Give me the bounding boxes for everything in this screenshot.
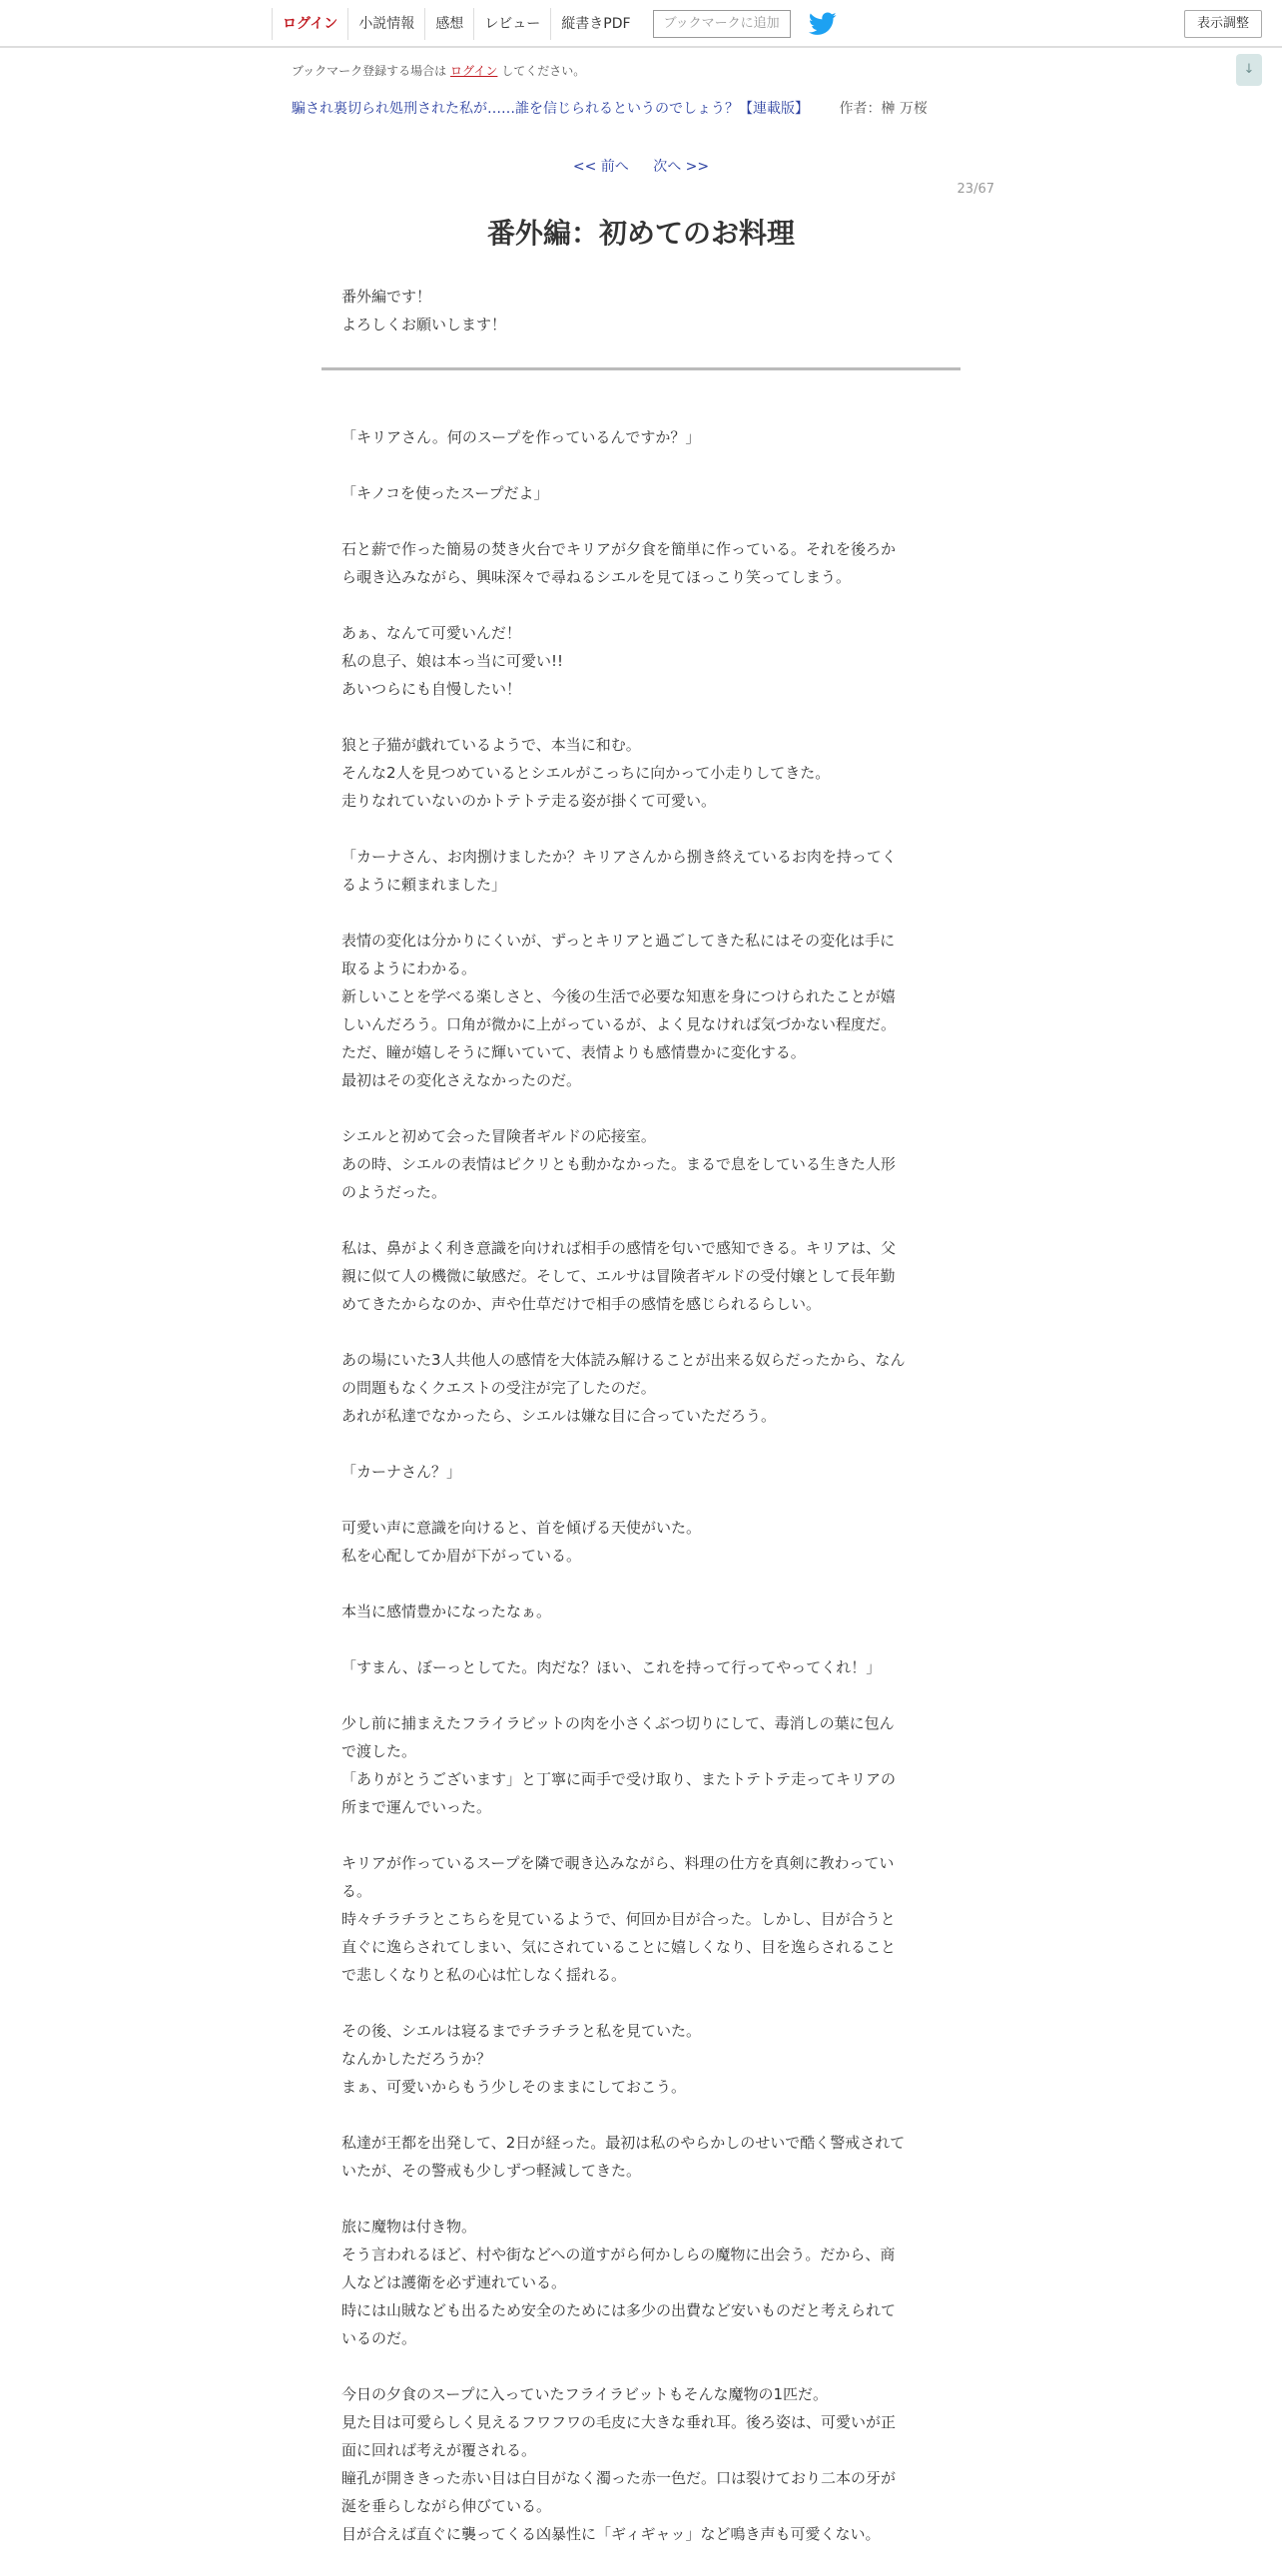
chapter-pager [0,156,1282,176]
paragraph-line: のようだった。 [341,1183,447,1201]
novel-body [341,423,941,2576]
main-nav [272,8,837,40]
paragraph-line: 「ありがとうございます」と丁寧に両手で受け取り、またトテトテ走ってキリアの [341,1770,897,1788]
paragraph-line: その後、シエルは寝るまでチラチラと私を見ていた。 [341,2022,702,2040]
paragraph-line: 「カーナさん、お肉捌けましたか？キリアさんから捌き終えているお肉を持ってく [341,848,897,866]
paragraph-line: 新しいことを学べる楽しさと、今後の生活で必要な知恵を身につけられたことが嬉 [341,987,896,1005]
paragraph-line: 本当に感情豊かになったなぁ。 [341,1603,552,1620]
paragraph-line: 可愛い声に意識を向けると、首を傾げる天使がいた。 [341,1519,702,1537]
paragraph-line: 「すまん、ぼーっとしてた。肉だな？ほい、これを持って行ってやってくれ！」 [341,1658,882,1676]
paragraph [341,2129,941,2185]
paragraph-line: 旅に魔物は付き物。 [341,2218,477,2236]
paragraph-line: 時々チラチラとこちらを見ているようで、何回か目が合った。しかし、目が合うと [341,1910,896,1928]
paragraph-line: 私の息子、娘は本っ当に可愛い!! [341,652,564,670]
paragraph-line: 直ぐに逸らされてしまい、気にされていることに嬉しくなり、目を逸らされること [341,1938,897,1956]
bookmark-login-notice [292,62,585,79]
paragraph [341,619,941,703]
paragraph [341,1709,941,1821]
paragraph-line: 親に似て人の機微に敏感だ。そして、エルサは冒険者ギルドの受付嬢として長年勤 [341,1267,896,1285]
nav-login-link[interactable]: ログイン [272,8,347,40]
page-number: 23/67 [957,182,994,197]
chapter-title: 番外編：初めてのお料理 [486,217,795,250]
paragraph-line: あぁ、なんて可愛いんだ！ [341,624,521,642]
notice-suffix: してください。 [501,64,586,78]
paragraph [341,1849,941,1989]
paragraph [341,535,941,591]
paragraph-line: しいんだろう。口角が微かに上がっているが、よく見なければ気づかない程度だ。 [341,1015,897,1033]
twitter-icon[interactable] [809,12,837,36]
paragraph [341,423,941,451]
paragraph-line: ただ、瞳が嬉しそうに輝いていて、表情よりも感情豊かに変化する。 [341,1043,806,1061]
paragraph-line: 狼と子猫が戯れているようで、本当に和む。 [341,736,641,754]
paragraph [341,1598,941,1625]
paragraph-line: で渡した。 [341,1742,417,1760]
nav-vertical-pdf-link[interactable]: 縦書きPDF [550,8,640,40]
nav-review-link[interactable]: レビュー [473,8,550,40]
paragraph-line: 私は、鼻がよく利き意識を向ければ相手の感情を匂いで感知できる。キリアは、父 [341,1239,897,1257]
paragraph-line: 所まで運んでいった。 [341,1798,492,1816]
preface-line: 番外編です！ [341,288,432,306]
paragraph [341,1234,941,1318]
paragraph-line: 表情の変化は分かりにくいが、ずっとキリアと過ごしてきた私にはその変化は手に [341,932,896,950]
paragraph-line: 取るようにわかる。 [341,960,477,977]
paragraph-line: 目が合えば直ぐに襲ってくる凶暴性に「ギィギャッ」など鳴き声も可愛くない。 [341,2525,881,2543]
paragraph-line: るように頼まれました」 [341,876,507,894]
divider [321,367,961,370]
next-chapter-link[interactable]: 次へ >> [653,159,710,175]
paragraph [341,2017,941,2101]
paragraph-line: 面に回れば考えが覆される。 [341,2441,537,2459]
paragraph-line: 見た目は可愛らしく見えるフワフワの毛皮に大きな垂れ耳。後ろ姿は、可愛いが正 [341,2413,897,2431]
paragraph [341,1346,941,1430]
paragraph [341,927,941,1094]
paragraph [341,2213,941,2352]
paragraph-line: 「キノコを使ったスープだよ」 [341,484,549,502]
paragraph-line: あの時、シエルの表情はピクリとも動かなかった。まるで息をしている生きた人形 [341,1155,896,1173]
paragraph-line: まぁ、可愛いからもう少しそのままにしておこう。 [341,2078,687,2096]
paragraph [341,1458,941,1486]
display-settings-button[interactable]: 表示調整 [1184,10,1262,38]
preface [341,283,506,338]
paragraph-line: で悲しくなりと私の心は忙しなく揺れる。 [341,1966,627,1984]
paragraph-line: そう言われるほど、村や街などへの道すがら何かしらの魔物に出会う。だから、商 [341,2246,896,2263]
notice-prefix: ブックマーク登録する場合は [292,64,447,78]
nav-novel-info-link[interactable]: 小説情報 [347,8,424,40]
paragraph-line: シエルと初めて会った冒険者ギルドの応接室。 [341,1127,656,1145]
paragraph [341,731,941,815]
paragraph-line: 少し前に捕まえたフライラビットの肉を小さくぶつ切りにして、毒消しの葉に包ん [341,1714,895,1732]
prev-chapter-link[interactable]: << 前へ [572,159,629,175]
paragraph [341,1514,941,1570]
paragraph-line: 人などは護衛を必ず連れている。 [341,2273,567,2291]
paragraph-line: る。 [341,1882,372,1900]
paragraph-line: 私達が王都を出発して、2日が経った。最初は私のやらかしのせいで酷く警戒されて [341,2134,906,2152]
paragraph-line: めてきたからなのか、声や仕草だけで相手の感情を感じられるらしい。 [341,1295,822,1313]
notice-login-link[interactable]: ログイン [450,64,498,78]
paragraph-line: あいつらにも自慢したい！ [341,680,522,698]
paragraph-line: 「キリアさん。何のスープを作っているんですか？」 [341,428,701,446]
paragraph-line: 私を心配してか眉が下がっている。 [341,1547,582,1565]
paragraph-line: の問題もなくクエストの受注が完了したのだ。 [341,1379,656,1397]
paragraph-line: あれが私達でなかったら、シエルは嫌な目に合っていただろう。 [341,1407,777,1425]
paragraph-line: 時には山賊なども出るため安全のためには多少の出費など安いものだと考えられて [341,2301,897,2319]
paragraph [341,1653,941,1681]
paragraph-line: ら覗き込みながら、興味深々で尋ねるシエルを見てほっこり笑ってしまう。 [341,568,852,586]
scroll-down-button[interactable]: ↓ [1236,54,1262,86]
paragraph-line: 瞳孔が開ききった赤い目は白目がなく濁った赤一色だ。口は裂けており二本の牙が [341,2469,897,2487]
author-name: 作者：榊 万桜 [839,101,928,117]
nav-impressions-link[interactable]: 感想 [424,8,473,40]
series-info [292,98,928,118]
paragraph-line: なんかしただろうか？ [341,2050,492,2068]
paragraph [341,1122,941,1206]
paragraph [341,2380,941,2548]
series-title-link[interactable]: 騙され裏切られ処刑された私が……誰を信じられるというのでしょう？【連載版】 [292,101,809,117]
paragraph-line: あの場にいた3人共他人の感情を大体読み解けることが出来る奴らだったから、なん [341,1351,906,1369]
paragraph-line: 涎を垂らしながら伸びている。 [341,2497,552,2515]
paragraph-line: 今日の夕食のスープに入っていたフライラビットもそんな魔物の1匹だ。 [341,2385,828,2403]
paragraph-line: 最初はその変化さえなかったのだ。 [341,1071,582,1089]
paragraph-line: 石と薪で作った簡易の焚き火台でキリアが夕食を簡単に作っている。それを後ろか [341,540,897,558]
paragraph-line: いたが、その警戒も少しずつ軽減してきた。 [341,2162,642,2180]
paragraph-line: 走りなれていないのかトテトテ走る姿が掛くて可愛い。 [341,792,717,810]
paragraph [341,479,941,507]
paragraph-line: キリアが作っているスープを隣で覗き込みながら、料理の仕方を真剣に教わってい [341,1854,895,1872]
paragraph-line: そんな2人を見つめているとシエルがこっちに向かって小走りしてきた。 [341,764,831,782]
paragraph-line: いるのだ。 [341,2329,417,2347]
paragraph [341,843,941,899]
preface-line: よろしくお願いします！ [341,316,507,333]
add-bookmark-button[interactable]: ブックマークに追加 [653,10,791,38]
top-navigation-bar [0,0,1282,48]
paragraph-line: 「カーナさん？」 [341,1463,462,1481]
